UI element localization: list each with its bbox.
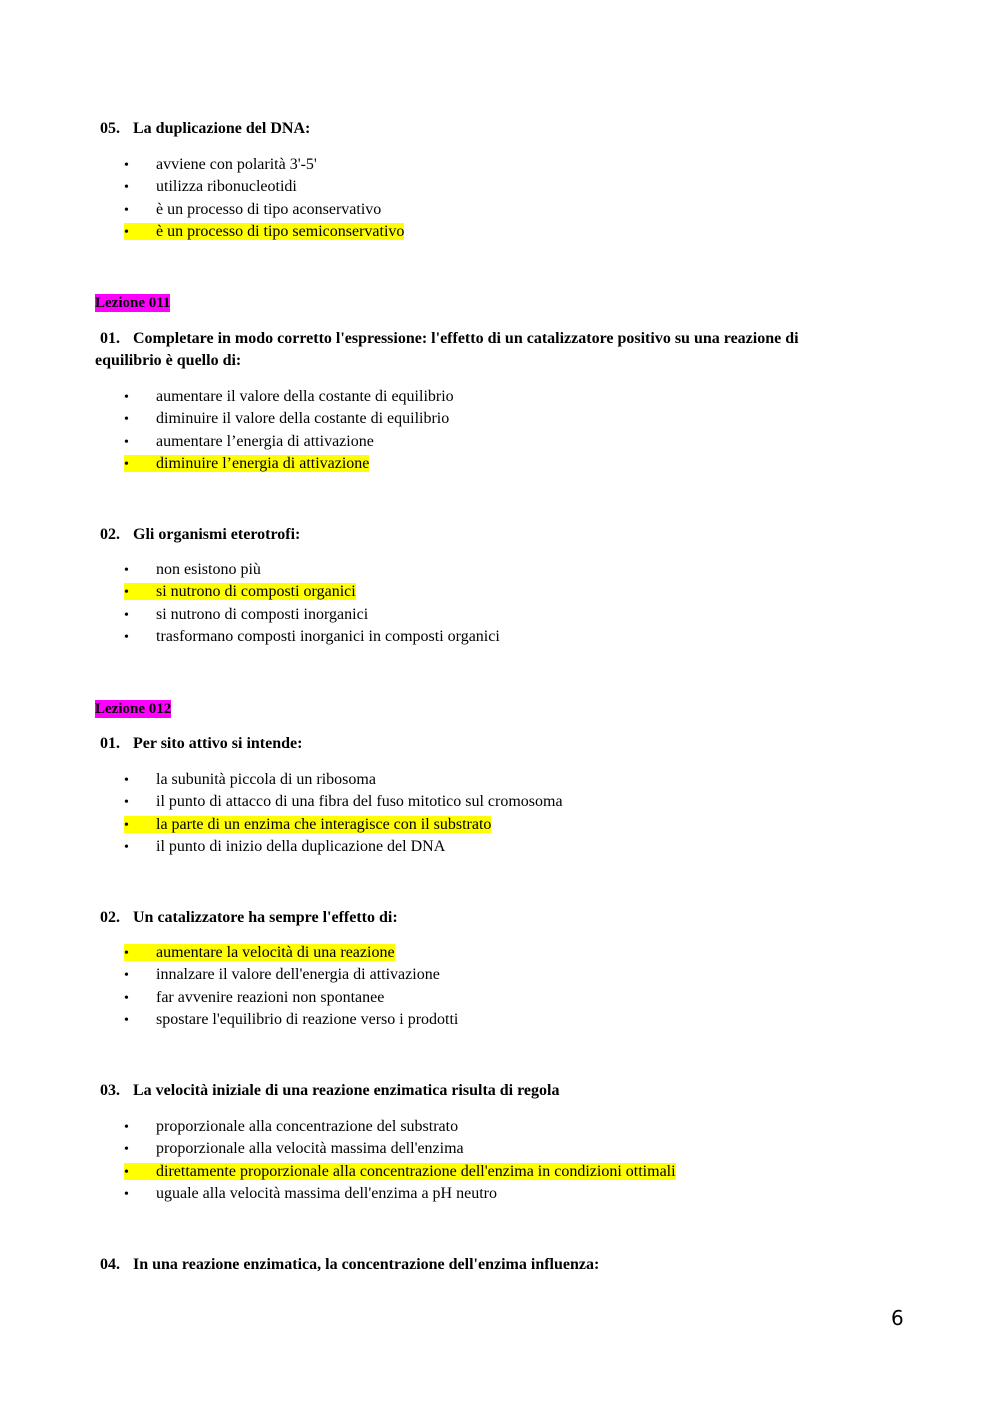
option-item bbox=[124, 769, 563, 791]
options-list bbox=[124, 1116, 676, 1205]
options-list bbox=[124, 942, 458, 1031]
options-list bbox=[124, 769, 563, 858]
option-text: si nutrono di composti organici bbox=[156, 583, 356, 601]
option-item-correct bbox=[124, 221, 404, 243]
option-text: non esistono più bbox=[156, 561, 261, 578]
bullet-icon: • bbox=[124, 839, 129, 855]
bullet-icon: • bbox=[124, 795, 129, 811]
option-item bbox=[124, 1138, 676, 1160]
option-item bbox=[124, 176, 404, 198]
bullet-icon: • bbox=[124, 629, 129, 645]
bullet-icon: • bbox=[124, 224, 129, 240]
question-012-04 bbox=[95, 1254, 855, 1276]
question-text: Completare in modo corretto l'espressione: l'effetto di un catalizzatore positivo su una reazione di bbox=[133, 330, 799, 347]
bullet-icon: • bbox=[124, 946, 129, 961]
question-text: Per sito attivo si intende: bbox=[133, 735, 303, 752]
question-text: Un catalizzatore ha sempre l'effetto di: bbox=[133, 909, 398, 926]
option-item bbox=[124, 559, 500, 581]
option-text: avviene con polarità 3'-5' bbox=[156, 156, 317, 173]
bullet-icon: • bbox=[124, 1142, 129, 1158]
bullet-icon: • bbox=[124, 158, 129, 173]
question-number: 01. bbox=[100, 735, 120, 752]
bullet-icon: • bbox=[124, 434, 129, 450]
bullet-icon: • bbox=[124, 180, 129, 196]
option-item bbox=[124, 626, 500, 648]
question-number: 02. bbox=[100, 526, 120, 543]
bullet-icon: • bbox=[124, 1164, 129, 1180]
bullet-icon: • bbox=[124, 1120, 129, 1135]
lesson-title: Lezione 012 bbox=[95, 701, 172, 717]
option-text: proporzionale alla concentrazione del substrato bbox=[156, 1118, 459, 1135]
option-text: far avvenire reazioni non spontanee bbox=[156, 988, 385, 1006]
option-item bbox=[124, 386, 454, 408]
bullet-icon: • bbox=[124, 390, 129, 405]
option-text: la subunità piccola di un ribosoma bbox=[156, 771, 376, 788]
option-item bbox=[124, 987, 458, 1009]
option-text: spostare l'equilibrio di reazione verso i prodotti bbox=[156, 1010, 459, 1028]
option-item bbox=[124, 1009, 458, 1031]
question-number: 05. bbox=[100, 120, 120, 137]
option-item bbox=[124, 154, 404, 176]
option-text: uguale alla velocità massima dell'enzima a pH neutro bbox=[156, 1184, 497, 1202]
option-text: si nutrono di composti inorganici bbox=[156, 605, 369, 623]
option-text: aumentare l’energia di attivazione bbox=[156, 432, 374, 450]
option-item-correct bbox=[124, 453, 454, 475]
option-item bbox=[124, 836, 563, 858]
option-text: aumentare il valore della costante di equilibrio bbox=[156, 388, 454, 405]
bullet-icon: • bbox=[124, 607, 129, 623]
option-text: trasformano composti inorganici in composti organici bbox=[156, 627, 500, 645]
question-text-continued: equilibrio è quello di: bbox=[95, 352, 242, 369]
options-list bbox=[124, 386, 454, 475]
option-item-correct bbox=[124, 1161, 676, 1183]
options-list bbox=[124, 559, 500, 648]
option-item bbox=[124, 791, 563, 813]
option-item bbox=[124, 964, 458, 986]
option-text: utilizza ribonucleotidi bbox=[156, 178, 297, 196]
question-text: La velocità iniziale di una reazione enzimatica risulta di regola bbox=[133, 1082, 560, 1099]
question-number: 04. bbox=[100, 1256, 120, 1273]
option-text: innalzare il valore dell'energia di attivazione bbox=[156, 966, 440, 984]
question-011-02 bbox=[95, 524, 855, 546]
option-item bbox=[124, 1116, 676, 1138]
bullet-icon: • bbox=[124, 202, 129, 218]
question-011-01 bbox=[95, 328, 855, 372]
bullet-icon: • bbox=[124, 990, 129, 1006]
option-item-correct bbox=[124, 942, 458, 964]
bullet-icon: • bbox=[124, 563, 129, 578]
question-05 bbox=[95, 118, 855, 140]
question-number: 01. bbox=[100, 330, 120, 347]
question-text: Gli organismi eterotrofi: bbox=[133, 526, 301, 543]
bullet-icon: • bbox=[124, 968, 129, 984]
option-text: diminuire l’energia di attivazione bbox=[156, 454, 370, 472]
option-text: è un processo di tipo aconservativo bbox=[156, 200, 382, 218]
bullet-icon: • bbox=[124, 1012, 129, 1028]
option-item bbox=[124, 604, 500, 626]
option-item-correct bbox=[124, 581, 500, 603]
question-012-01 bbox=[95, 733, 855, 755]
question-text: In una reazione enzimatica, la concentrazione dell'enzima influenza: bbox=[133, 1256, 600, 1273]
bullet-icon: • bbox=[124, 456, 129, 472]
question-012-03 bbox=[95, 1080, 855, 1102]
option-item bbox=[124, 408, 454, 430]
option-item bbox=[124, 431, 454, 453]
bullet-icon: • bbox=[124, 817, 129, 833]
option-text: il punto di inizio della duplicazione del DNA bbox=[156, 837, 446, 855]
option-text: la parte di un enzima che interagisce con il substrato bbox=[156, 815, 492, 833]
bullet-icon: • bbox=[124, 773, 129, 788]
option-text: proporzionale alla velocità massima dell'enzima bbox=[156, 1140, 464, 1158]
question-text: La duplicazione del DNA: bbox=[133, 120, 311, 137]
option-item bbox=[124, 1183, 676, 1205]
option-text: aumentare la velocità di una reazione bbox=[156, 944, 395, 961]
option-text: diminuire il valore della costante di equilibrio bbox=[156, 410, 450, 428]
option-text: direttamente proporzionale alla concentrazione dell'enzima in condizioni ottimali bbox=[156, 1162, 676, 1180]
question-number: 02. bbox=[100, 909, 120, 926]
page-number: 6 bbox=[891, 1306, 904, 1330]
option-text: è un processo di tipo semiconservativo bbox=[156, 222, 405, 240]
question-number: 03. bbox=[100, 1082, 120, 1099]
question-012-02 bbox=[95, 907, 855, 929]
option-item bbox=[124, 199, 404, 221]
lesson-title: Lezione 011 bbox=[95, 295, 171, 311]
bullet-icon: • bbox=[124, 412, 129, 428]
bullet-icon: • bbox=[124, 585, 129, 601]
options-list bbox=[124, 154, 404, 243]
option-text: il punto di attacco di una fibra del fuso mitotico sul cromosoma bbox=[156, 793, 563, 811]
option-item-correct bbox=[124, 814, 563, 836]
bullet-icon: • bbox=[124, 1186, 129, 1202]
